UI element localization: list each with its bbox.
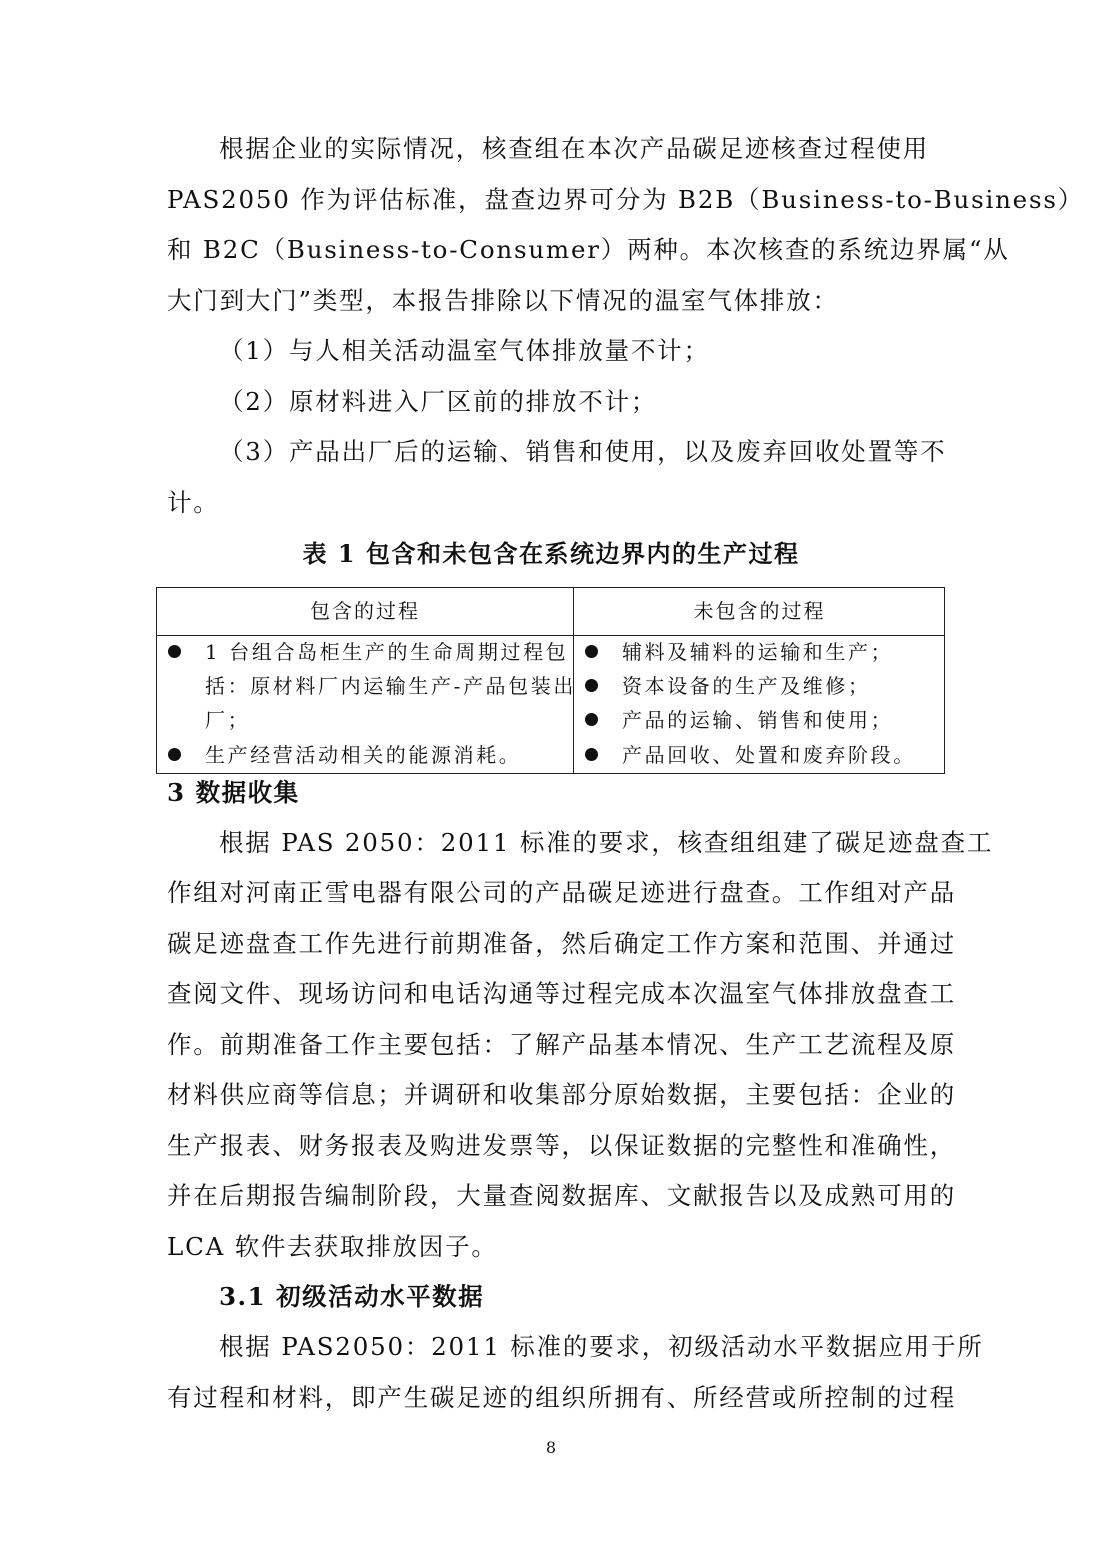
bullet-icon <box>168 748 181 761</box>
excluded-item-3: 产品的运输、销售和使用； <box>622 708 894 732</box>
bullet-icon <box>585 645 598 658</box>
table-caption: 表 1 包含和未包含在系统边界内的生产过程 <box>302 539 800 568</box>
section-3-line-8: 并在后期报告编制阶段，大量查阅数据库、文献报告以及成熟可用的 <box>167 1181 956 1210</box>
section-3-line-7: 生产报表、财务报表及购进发票等，以保证数据的完整性和准确性， <box>167 1131 956 1160</box>
table-header-excluded: 未包含的过程 <box>693 599 826 623</box>
excluded-item-1: 辅料及辅料的运输和生产； <box>622 640 894 664</box>
bullet-icon <box>585 679 598 692</box>
section-3-line-3: 碳足迹盘查工作先进行前期准备，然后确定工作方案和范围、并通过 <box>167 929 956 958</box>
section-3-1-heading: 3.1 初级活动水平数据 <box>219 1282 485 1311</box>
section-3-1-line-1: 根据 PAS2050：2011 标准的要求，初级活动水平数据应用于所 <box>219 1332 984 1361</box>
excluded-item-4: 产品回收、处置和废弃阶段。 <box>622 743 916 767</box>
included-item-1-line-1: 1 台组合岛柜生产的生命周期过程包 <box>205 640 569 664</box>
bullet-icon <box>585 748 598 761</box>
included-item-1-line-2: 括：原材料厂内运输生产-产品包装出 <box>205 674 576 698</box>
boundary-table <box>156 587 945 774</box>
section-3-line-1: 根据 PAS 2050：2011 标准的要求，核查组组建了碳足迹盘查工 <box>219 828 994 857</box>
section-3-line-6: 材料供应商等信息；并调研和收集部分原始数据，主要包括：企业的 <box>167 1080 956 1109</box>
page-number: 8 <box>545 1438 557 1457</box>
intro-line-4: 大门到大门”类型，本报告排除以下情况的温室气体排放： <box>167 286 839 315</box>
intro-line-1: 根据企业的实际情况，核查组在本次产品碳足迹核查过程使用 <box>219 134 930 163</box>
section-3-line-9: LCA 软件去获取排放因子。 <box>167 1232 498 1261</box>
section-3-1-line-2: 有过程和材料，即产生碳足迹的组织所拥有、所经营或所控制的过程 <box>167 1383 956 1412</box>
intro-line-3: 和 B2C（Business-to-Consumer）两种。本次核查的系统边界属“从 <box>167 235 1010 264</box>
exclusion-item-2: （2）原材料进入厂区前的排放不计； <box>219 387 658 416</box>
bullet-icon <box>168 645 181 658</box>
section-3-line-2: 作组对河南正雪电器有限公司的产品碳足迹进行盘查。工作组对产品 <box>167 878 956 907</box>
section-3-line-5: 作。前期准备工作主要包括：了解产品基本情况、生产工艺流程及原 <box>167 1030 956 1059</box>
table-header-included: 包含的过程 <box>310 599 420 623</box>
section-3-line-4: 查阅文件、现场访问和电话沟通等过程完成本次温室气体排放盘查工 <box>167 979 956 1008</box>
intro-line-2: PAS2050 作为评估标准，盘查边界可分为 B2B（Business-to-Business） <box>167 185 1085 214</box>
included-item-1-line-3: 厂； <box>205 708 251 732</box>
exclusion-item-3-continued: 计。 <box>167 488 220 517</box>
included-item-2: 生产经营活动相关的能源消耗。 <box>205 743 522 767</box>
section-3-heading: 3 数据收集 <box>167 778 300 807</box>
exclusion-item-1: （1）与人相关活动温室气体排放量不计； <box>219 336 710 365</box>
bullet-icon <box>585 713 598 726</box>
excluded-item-2: 资本设备的生产及维修； <box>622 674 871 698</box>
exclusion-item-3: （3）产品出厂后的运输、销售和使用，以及废弃回收处置等不 <box>219 437 947 466</box>
